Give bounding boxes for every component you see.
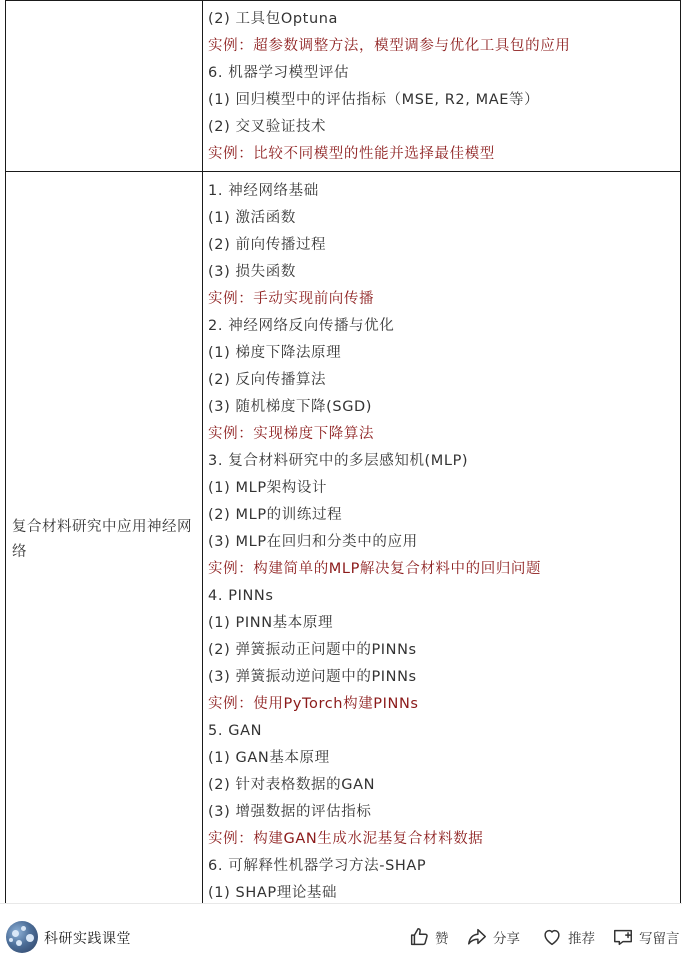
table-row <box>6 172 681 904</box>
comment-icon <box>612 926 634 948</box>
content-list <box>203 1 680 168</box>
outline-item: (1) GAN基本原理 <box>208 750 330 766</box>
outline-item: (2) 反向传播算法 <box>208 372 327 388</box>
outline-item: 2. 神经网络反向传播与优化 <box>208 318 395 334</box>
outline-item: (1) MLP架构设计 <box>208 480 328 496</box>
like-label: 赞 <box>435 931 449 947</box>
outline-item: (1) PINN基本原理 <box>208 615 334 631</box>
outline-item: (1) 回归模型中的评估指标（MSE, R2, MAE等） <box>208 92 540 108</box>
outline-item: 4. PINNs <box>208 588 274 604</box>
outline-item: (3) 随机梯度下降(SGD) <box>208 399 373 415</box>
content-list <box>203 172 680 903</box>
comment-label: 写留言 <box>639 931 680 947</box>
topic-label: 复合材料研究中应用神经网络 <box>12 518 192 560</box>
article-bottom-bar <box>0 903 682 968</box>
comment-button[interactable] <box>612 926 680 948</box>
outline-item: (2) 交叉验证技术 <box>208 119 327 135</box>
outline-item: (2) 弹簧振动正问题中的PINNs <box>208 642 417 658</box>
outline-item: (3) MLP在回归和分类中的应用 <box>208 534 418 550</box>
outline-item: (2) 针对表格数据的GAN <box>208 777 376 793</box>
outline-item: (3) 弹簧振动逆问题中的PINNs <box>208 669 417 685</box>
account-name[interactable]: 科研实践课堂 <box>44 931 131 947</box>
syllabus-table <box>5 0 681 903</box>
outline-item: 6. 机器学习模型评估 <box>208 65 350 81</box>
recommend-button[interactable] <box>541 926 595 948</box>
outline-item: 6. 可解释性机器学习方法-SHAP <box>208 858 427 874</box>
outline-item: 5. GAN <box>208 723 263 739</box>
outline-item: (1) 梯度下降法原理 <box>208 345 342 361</box>
share-arrow-icon <box>466 926 488 948</box>
example-line: 实例：手动实现前向传播 <box>208 291 375 307</box>
content-cell <box>203 1 681 172</box>
example-line: 实例：实现梯度下降算法 <box>208 426 375 442</box>
content-cell <box>203 172 681 904</box>
outline-item: (1) 激活函数 <box>208 210 296 226</box>
outline-item: (1) SHAP理论基础 <box>208 885 338 901</box>
example-line: 实例：超参数调整方法，模型调参与优化工具包的应用 <box>208 38 571 54</box>
syllabus-table-viewport <box>5 0 681 903</box>
example-line: 实例：比较不同模型的性能并选择最佳模型 <box>208 146 495 162</box>
share-label: 分享 <box>493 931 520 947</box>
topic-cell <box>6 1 203 172</box>
heart-icon <box>541 926 563 948</box>
like-button[interactable] <box>408 926 449 948</box>
outline-item: (2) MLP的训练过程 <box>208 507 343 523</box>
example-line: 实例：使用PyTorch构建PINNs <box>208 696 419 712</box>
outline-item: (2) 前向传播过程 <box>208 237 327 253</box>
outline-item: (2) 工具包Optuna <box>208 11 339 27</box>
recommend-label: 推荐 <box>568 931 595 947</box>
thumb-up-icon <box>408 926 430 948</box>
outline-item: (3) 增强数据的评估指标 <box>208 804 372 820</box>
outline-item: 1. 神经网络基础 <box>208 183 319 199</box>
share-button[interactable] <box>466 926 520 948</box>
example-line: 实例：构建GAN生成水泥基复合材料数据 <box>208 831 484 847</box>
example-line: 实例：构建简单的MLP解决复合材料中的回归问题 <box>208 561 542 577</box>
outline-item: 3. 复合材料研究中的多层感知机(MLP) <box>208 453 469 469</box>
outline-item: (3) 损失函数 <box>208 264 296 280</box>
table-row <box>6 1 681 172</box>
avatar[interactable] <box>6 921 38 953</box>
topic-cell <box>6 172 203 904</box>
